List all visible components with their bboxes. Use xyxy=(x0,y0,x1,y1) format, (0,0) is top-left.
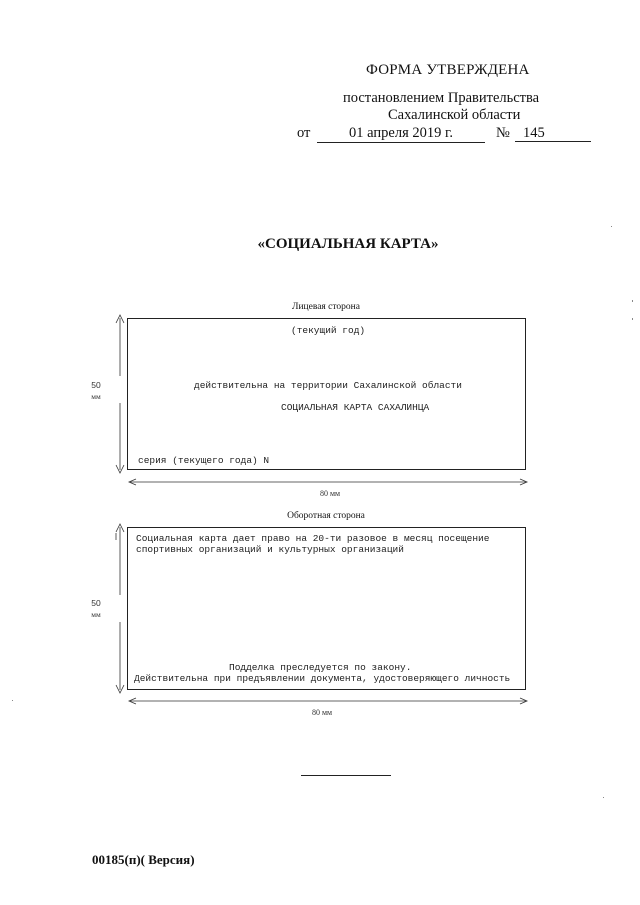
decree-line-1: постановлением Правительства xyxy=(343,90,540,106)
decree-number-field: 145 xyxy=(515,125,591,142)
form-approved-heading: ФОРМА УТВЕРЖДЕНА xyxy=(366,62,530,78)
front-series: серия (текущего года) N xyxy=(138,455,270,466)
front-width-dimension xyxy=(129,479,527,485)
back-height-unit: мм xyxy=(91,610,101,619)
document-code: 00185(п)( Версия) xyxy=(92,852,195,867)
front-card-name: СОЦИАЛЬНАЯ КАРТА САХАЛИНЦА xyxy=(281,402,430,413)
back-forgery-notice: Подделка преследуется по закону. xyxy=(229,662,412,673)
footer-divider xyxy=(301,775,391,776)
back-valid-with-id: Действительна при предъявлении документа, удостоверяющего личность xyxy=(134,673,511,684)
front-height-value: 50 xyxy=(91,380,101,390)
back-rights-line-2: спортивных организаций и культурных организаций xyxy=(136,544,404,555)
document-title: «СОЦИАЛЬНАЯ КАРТА» xyxy=(257,236,439,252)
number-sign: № xyxy=(496,125,510,141)
back-width-dimension xyxy=(129,698,527,704)
front-validity: действительна на территории Сахалинской области xyxy=(194,380,462,391)
back-card xyxy=(127,527,526,690)
front-card xyxy=(127,318,526,470)
front-year: (текущий год) xyxy=(291,325,366,336)
decree-line-2: Сахалинской области xyxy=(388,107,521,123)
front-width-label: 80 мм xyxy=(319,489,341,498)
front-height-unit: мм xyxy=(91,392,101,401)
back-rights-line-1: Социальная карта дает право на 20-ти разовое в месяц посещение xyxy=(136,533,490,544)
back-width-label: 80 мм xyxy=(311,708,333,717)
decree-date-field: 01 апреля 2019 г. xyxy=(317,125,485,143)
front-height-dimension xyxy=(116,315,124,473)
front-side-label: Лицевая сторона xyxy=(292,302,360,312)
back-height-value: 50 xyxy=(91,598,101,608)
date-prefix: от xyxy=(297,125,311,141)
back-height-dimension xyxy=(116,524,124,693)
back-side-label: Оборотная сторона xyxy=(287,511,365,521)
